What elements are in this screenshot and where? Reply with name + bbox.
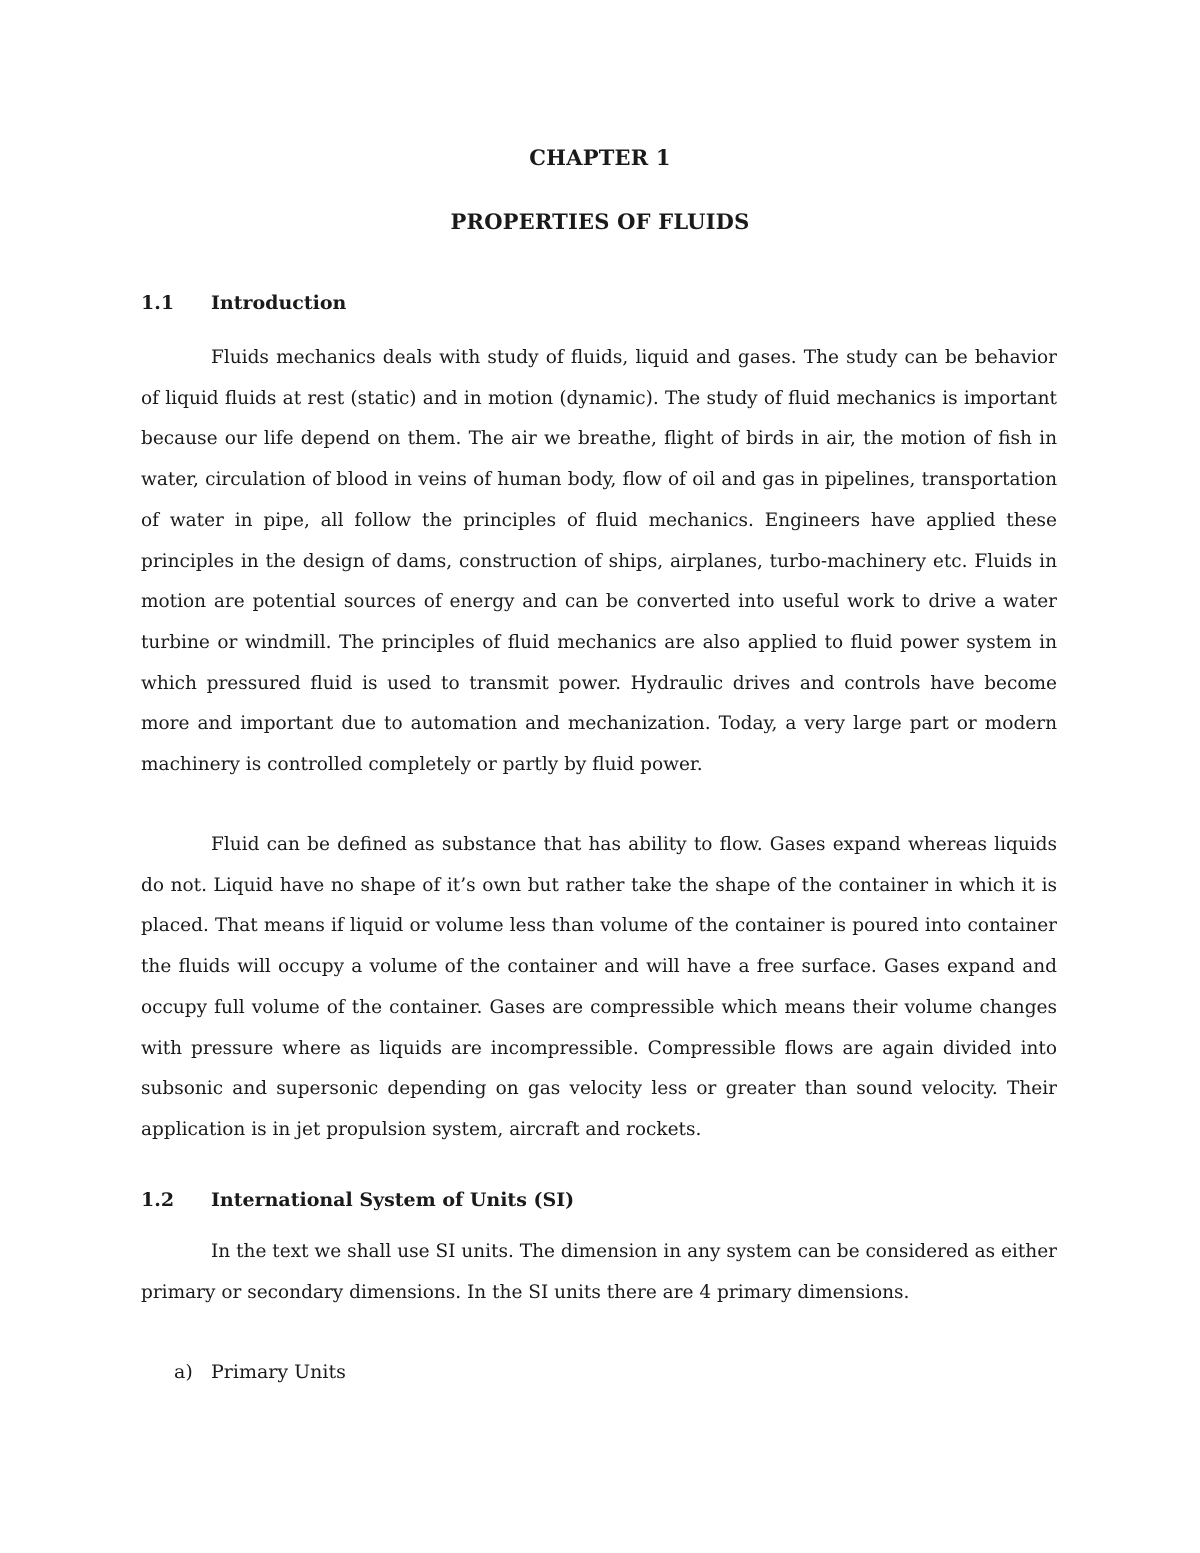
- section-title: International System of Units (SI): [211, 1189, 575, 1211]
- paragraph-si-units: In the text we shall use SI units. The dimension in any system can be considered as either primary or secondary dimensions. In the SI units there are 4 primary dimensions.: [141, 1241, 1057, 1303]
- section-heading-si-units: [141, 1189, 574, 1211]
- paragraph-introduction-2: Fluid can be defined as substance that has ability to flow. Gases expand whereas liquids do not. Liquid have no shape of it’s own but rather take the shape of the container in which it is placed. That means if liquid or volume less than volume of the container is poured into container the fluids will occupy a volume of the container and will have a free surface. Gases expand and occupy full volume of the container. Gases are compressible which means their volume changes with pressure where as liquids are incompressible. Compressible flows are again divided into subsonic and supersonic depending on gas velocity less or greater than sound velocity. Their application is in jet propulsion system, aircraft and rockets.: [141, 834, 1057, 1140]
- list-marker: a): [174, 1361, 193, 1383]
- section-heading-introduction: [141, 292, 346, 314]
- list-item-primary-units: [174, 1361, 346, 1383]
- section-number: 1.2: [141, 1189, 175, 1211]
- chapter-label: CHAPTER 1: [529, 145, 671, 170]
- section-title: Introduction: [211, 292, 347, 314]
- list-item-text: Primary Units: [211, 1361, 346, 1383]
- section-number: 1.1: [141, 292, 175, 314]
- chapter-title: PROPERTIES OF FLUIDS: [450, 209, 750, 234]
- paragraph-introduction-1: Fluids mechanics deals with study of fluids, liquid and gases. The study can be behavior of liquid fluids at rest (static) and in motion (dynamic). The study of fluid mechanics is important because our life depend on them. The air we breathe, flight of birds in air, the motion of fish in water, circulation of blood in veins of human body, flow of oil and gas in pipelines, transportation of water in pipe, all follow the principles of fluid mechanics. Engineers have applied these principles in the design of dams, construction of ships, airplanes, turbo-machinery etc. Fluids in motion are potential sources of energy and can be converted into useful work to drive a water turbine or windmill. The principles of fluid mechanics are also applied to fluid power system in which pressured fluid is used to transmit power. Hydraulic drives and controls have become more and important due to automation and mechanization. Today, a very large part or modern machinery is controlled completely or partly by fluid power.: [141, 347, 1057, 776]
